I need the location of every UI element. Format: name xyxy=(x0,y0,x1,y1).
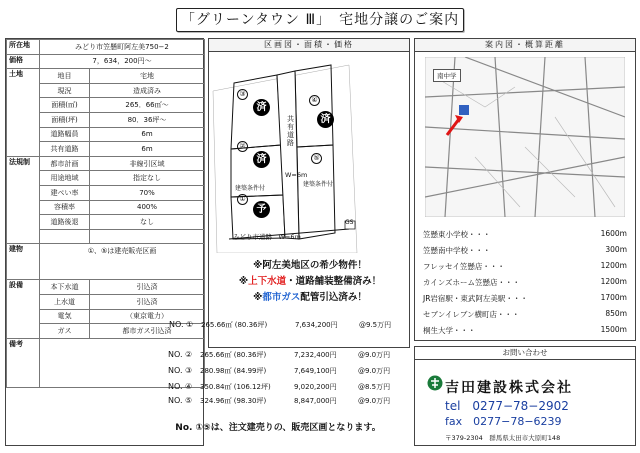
land-row-value: 造成済み xyxy=(90,83,205,98)
land-row-value: 6m xyxy=(90,142,205,157)
land-row-label: 共有道路 xyxy=(40,142,90,157)
nearby-item: フレッセイ笠懸店・・・ 1200m xyxy=(423,261,627,271)
lot-5-condition: 建築条件付 xyxy=(303,181,334,188)
lot-5-marker: ⑤ xyxy=(311,153,322,164)
building-label: 建物 xyxy=(7,244,40,280)
lot-plan-diagram xyxy=(209,53,409,253)
highlight-2: ※上下水道・道路舗装整備済み！ xyxy=(238,276,382,287)
law-row-value: 400% xyxy=(90,200,205,215)
location-value: みどり市笠懸町阿左美750−2 xyxy=(40,40,205,55)
sale-note: No. ①⑤は、注文建売りの、販売区画となります。 xyxy=(175,423,381,433)
company-address: 〒379-2304 群馬県太田市大原町148 xyxy=(445,434,561,442)
plan-panel: 区画図・面積・価格 共有道路 W=6m GS みどり市道路 W=6ｍ ③ 済 ④ 済 ② 済 ⑤ 建築条件付 建築条件付 ① 予 ※阿左美地区の希少物件！ ※上下水道・道路舗装整備済み！ ※都市ガス配管引込済み！ NO. ① 265.66㎡ (80.36坪) 7,634,200円 @9.5万円 xyxy=(208,38,410,348)
facility-row-value: 引込済 xyxy=(90,294,205,309)
facility-row-label: 電気 xyxy=(40,309,90,324)
law-row-label: 都市計画 xyxy=(40,156,90,171)
highlight-3: ※都市ガス配管引込済み！ xyxy=(253,292,367,303)
lot-2-stamp: 済 xyxy=(253,151,270,168)
guide-panel xyxy=(414,38,636,341)
land-row-value: 宅地 xyxy=(90,69,205,84)
land-row-value: 265．66㎡〜 xyxy=(90,98,205,113)
nearby-item: 笠懸東小学校・・・ 1600m xyxy=(423,229,627,239)
price-list-panel: NO. ② 265.66㎡ (80.36坪) 7,232,400円 @9.0万円 NO. ③ 280.98㎡ (84.99坪) 7,649,100円 @9.0万円 NO. ④ 350.84㎡ (106.12坪) 9,020,200円 @8.5万円 NO. ⑤ 324.96㎡ (98.30坪) 8,847,000円 @9.0万円 No. ①⑤は、注文建売りの、販売区画となります。 xyxy=(208,350,410,446)
nearby-item: カインズホーム笠懸店・・・ 1200m xyxy=(423,277,627,287)
remarks-value xyxy=(40,338,205,387)
gs-label: GS xyxy=(345,219,354,226)
law-row-value: なし xyxy=(90,215,205,230)
law-label: 法規制 xyxy=(7,156,40,244)
lot-1-marker: ① xyxy=(237,194,248,205)
land-row-value: 6m xyxy=(90,127,205,142)
law-row-value: 指定なし xyxy=(90,171,205,186)
facility-row-value: 引込済 xyxy=(90,280,205,295)
lot-4-marker: ④ xyxy=(309,95,320,106)
fax-number: fax 0277−78−6239 xyxy=(445,415,562,428)
facility-row-label: ガス xyxy=(40,324,90,339)
lot-3-stamp: 済 xyxy=(253,99,270,116)
contact-panel xyxy=(414,346,636,446)
page-title: 「グリーンタウン Ⅲ」 宅地分譲のご案内 xyxy=(176,8,464,32)
nearby-item: 桐生大学・・・ 1500m xyxy=(423,325,627,335)
land-row-label: 道路幅員 xyxy=(40,127,90,142)
nearby-item: JR岩宿駅・東武阿左美駅・・・ 1700m xyxy=(423,293,627,303)
company-name: 吉田建設株式会社 xyxy=(445,380,573,396)
contact-header: お問い合わせ xyxy=(415,347,635,360)
facility-row-value: 都市ガス引込済 xyxy=(90,324,205,339)
land-row-label: 面積(㎡) xyxy=(40,98,90,113)
plan-header: 区画図・面積・価格 xyxy=(209,39,409,52)
remarks-label: 備考 xyxy=(7,338,40,387)
company-logo-icon xyxy=(427,375,443,391)
law-row-label: 道路後退 xyxy=(40,215,90,230)
building-value: ①、⑤は建売販売区画 xyxy=(40,244,205,280)
spec-table xyxy=(6,39,205,388)
law-row-value: 70% xyxy=(90,185,205,200)
lot-2-marker: ② xyxy=(237,141,248,152)
location-label: 所在地 xyxy=(7,40,40,55)
nearby-item: 笠懸南中学校・・・ 300m xyxy=(423,245,627,255)
road-width-label: W=6m xyxy=(285,171,308,179)
facility-row-value: （東京電力） xyxy=(90,309,205,324)
law-row-value xyxy=(90,229,205,244)
lot-1-stamp: 予 xyxy=(253,201,270,218)
land-row-label: 面積(坪) xyxy=(40,112,90,127)
land-label: 土地 xyxy=(7,69,40,157)
tel-number[interactable]: tel 0277−78−2902 xyxy=(445,399,569,413)
lot-4-stamp: 済 xyxy=(317,111,334,128)
land-row-value: 80．36坪〜 xyxy=(90,112,205,127)
shared-road-label: 共有道路 xyxy=(287,115,294,147)
facility-row-label: 上水道 xyxy=(40,294,90,309)
land-row-label: 地目 xyxy=(40,69,90,84)
lot-3-marker: ③ xyxy=(237,89,248,100)
nearby-item: セブンイレブン横町店・・・ 850m xyxy=(423,309,627,319)
map-school-label: 南中学 xyxy=(433,69,461,82)
law-row-label xyxy=(40,229,90,244)
law-row-label: 建ぺい率 xyxy=(40,185,90,200)
lot-1-condition: 建築条件付 xyxy=(235,185,266,192)
price-value: 7，634，200円〜 xyxy=(40,54,205,69)
facility-label: 設備 xyxy=(7,280,40,338)
guide-header: 案内図・概算距離 xyxy=(415,39,635,52)
law-row-label: 容積率 xyxy=(40,200,90,215)
law-row-label: 用途地域 xyxy=(40,171,90,186)
facility-row-label: 本下水道 xyxy=(40,280,90,295)
price-label: 価格 xyxy=(7,54,40,69)
highlight-1: ※阿左美地区の希少物件！ xyxy=(253,260,367,271)
land-row-label: 現況 xyxy=(40,83,90,98)
bottom-road-label: みどり市道路 W=6ｍ xyxy=(233,233,302,241)
law-row-value: 非線引区域 xyxy=(90,156,205,171)
